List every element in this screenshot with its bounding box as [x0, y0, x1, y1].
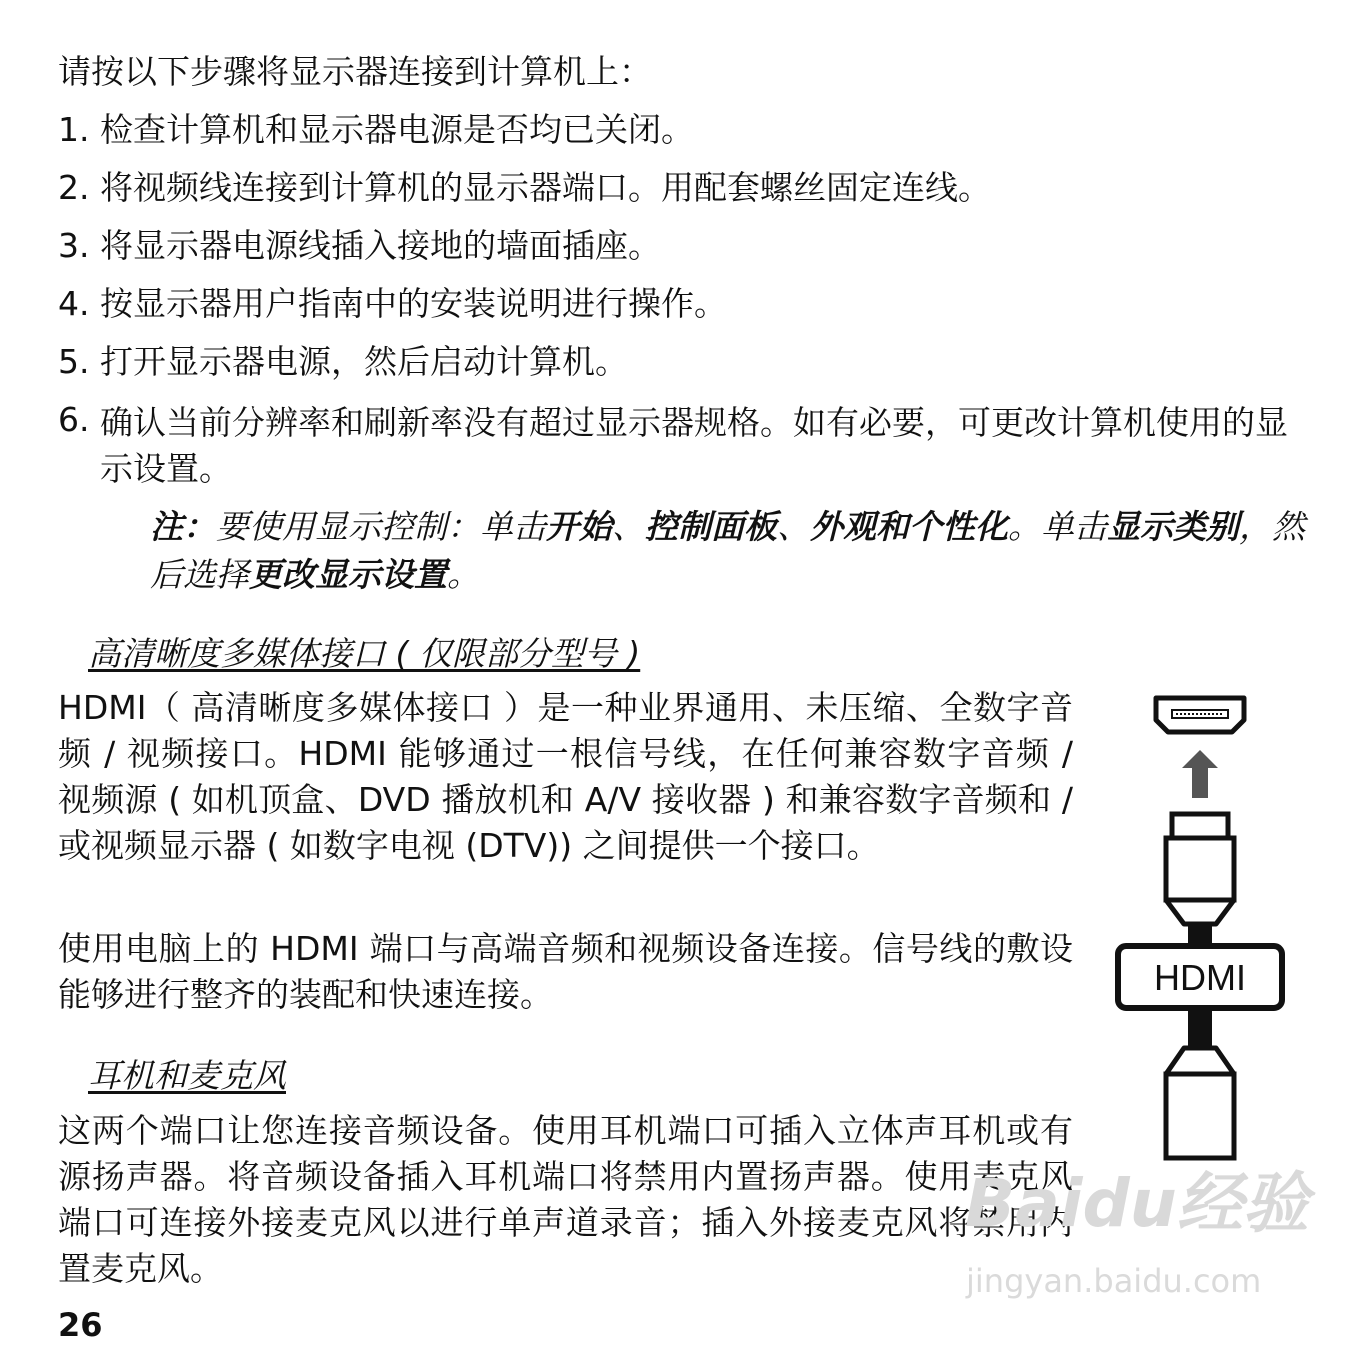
note-separator: 、 — [612, 507, 645, 546]
hdmi-label-box — [1118, 946, 1282, 1008]
step-5 — [58, 342, 628, 382]
hdmi-paragraph-1: HDMI（ 高清晰度多媒体接口 ）是一种业界通用、未压缩、全数字音频 / 视频接口。HDMI 能够通过一根信号线，在任何兼容数字音频 / 视频源 ( 如机顶盒、DVD 播放机和 A/V 接收器 ) 和兼容数字音频和 / 或视频显示器 ( 如数字电视 (DTV)) 之间提供一个接口。 — [58, 688, 1073, 865]
note-text: 。 — [447, 555, 480, 594]
step-1 — [58, 110, 694, 150]
note-term-appearance: 外观和个性化 — [810, 507, 1008, 546]
step-number: 1. — [58, 110, 90, 149]
step-6 — [58, 400, 1305, 492]
note-term-change-settings: 更改显示设置 — [249, 555, 447, 594]
arrow-up-icon — [1182, 750, 1218, 798]
step-text: 打开显示器电源，然后启动计算机。 — [100, 342, 628, 381]
step-text: 将显示器电源线插入接地的墙面插座。 — [100, 226, 661, 265]
step-number: 2. — [58, 168, 90, 207]
intro-text: 请按以下步骤将显示器连接到计算机上： — [58, 52, 652, 91]
note-term-display: 显示类别 — [1107, 507, 1239, 546]
note-text: ，然后选择 — [150, 507, 1305, 594]
hdmi-paragraph-2: 使用电脑上的 HDMI 端口与高端音频和视频设备连接。信号线的敷设能够进行整齐的装配和快速连接。 — [58, 929, 1073, 1014]
note-text: 。单击 — [1008, 507, 1107, 546]
hdmi-cable-diagram — [1110, 688, 1290, 1168]
hdmi-plug-top — [1166, 814, 1234, 924]
step-text: 检查计算机和显示器电源是否均已关闭。 — [100, 110, 694, 149]
cable-segment-bottom — [1188, 1008, 1212, 1048]
hdmi-label: HDMI — [1154, 957, 1246, 998]
hdmi-heading: 高清晰度多媒体接口 ( 仅限部分型号 ) — [88, 634, 641, 673]
step-text: 将视频线连接到计算机的显示器端口。用配套螺丝固定连线。 — [100, 168, 991, 207]
step-number: 3. — [58, 226, 90, 265]
note-prefix: 注： — [150, 507, 216, 546]
watermark-url: jingyan.baidu.com — [966, 1262, 1262, 1300]
step-4 — [58, 284, 727, 324]
note-separator: 、 — [777, 507, 810, 546]
note-text: 要使用显示控制：单击 — [216, 507, 546, 546]
audio-paragraph: 这两个端口让您连接音频设备。使用耳机端口可插入立体声耳机或有源扬声器。将音频设备插入耳机端口将禁用内置扬声器。使用麦克风端口可连接外接麦克风以进行单声道录音；插入外接麦克风将禁用内置麦克风。 — [58, 1111, 1073, 1288]
hdmi-port-icon — [1156, 698, 1244, 732]
audio-heading: 耳机和麦克风 — [88, 1056, 286, 1095]
step-number: 5. — [58, 342, 90, 381]
note-term-control-panel: 控制面板 — [645, 507, 777, 546]
step-text: 确认当前分辨率和刷新率没有超过显示器规格。如有必要，可更改计算机使用的显示设置。 — [100, 403, 1288, 488]
watermark-logo: Baidu经验 — [965, 1165, 1309, 1242]
step-number: 4. — [58, 284, 90, 323]
page-number: 26 — [58, 1306, 103, 1344]
step-text: 按显示器用户指南中的安装说明进行操作。 — [100, 284, 727, 323]
note-block — [150, 503, 1310, 599]
step-number: 6. — [58, 400, 90, 439]
step-3 — [58, 226, 661, 266]
note-term-start: 开始 — [546, 507, 612, 546]
step-2 — [58, 168, 991, 208]
hdmi-plug-bottom — [1166, 1048, 1234, 1158]
